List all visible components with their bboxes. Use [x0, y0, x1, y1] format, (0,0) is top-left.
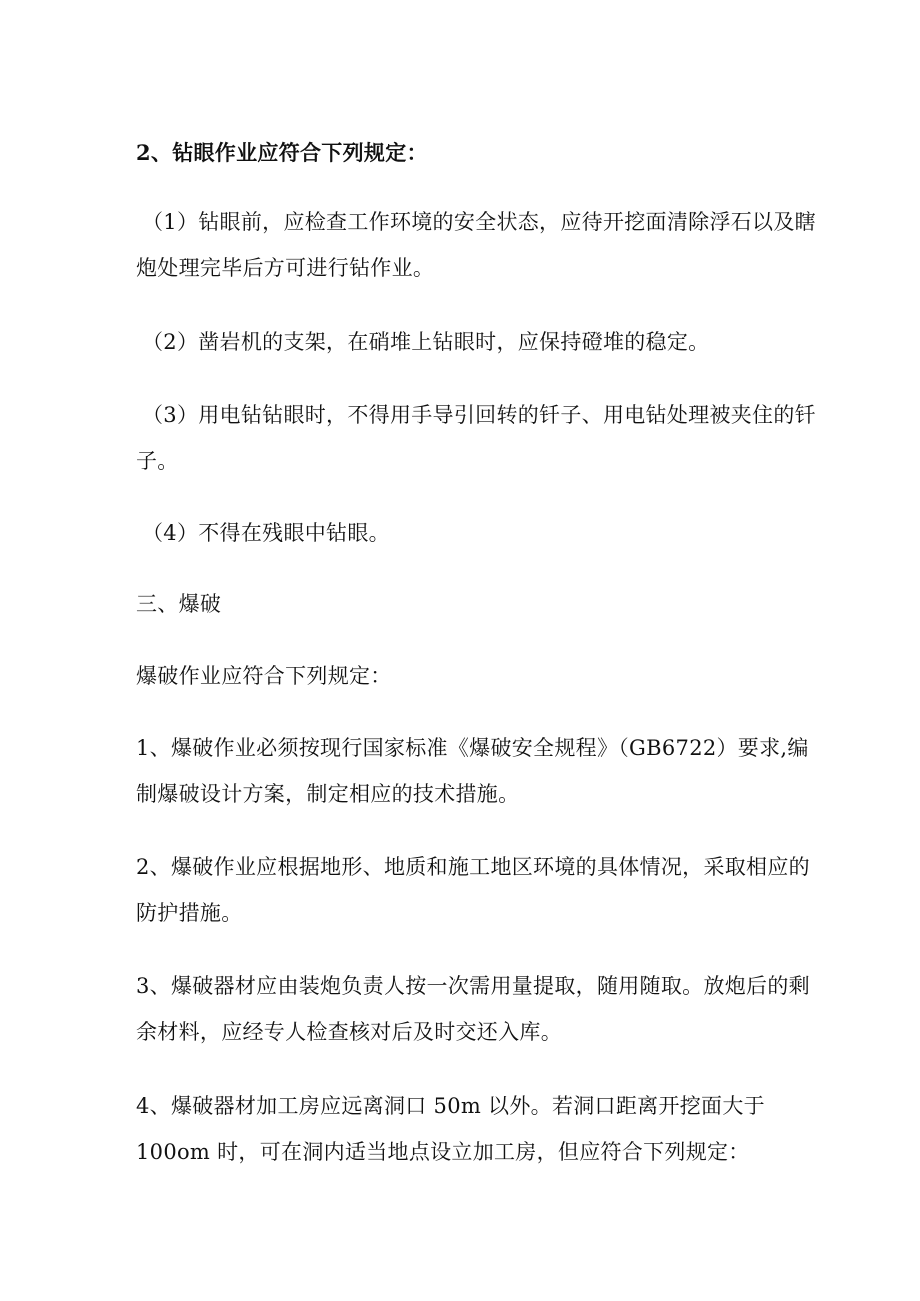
- paragraph-drilling-rule-2: [142, 319, 709, 365]
- text-line: 炮处理完毕后方可进行钻作业。: [136, 256, 435, 280]
- section-heading-blasting: [136, 581, 221, 627]
- paragraph-blasting-intro: [136, 653, 392, 699]
- text-line: 2、爆破作业应根据地形、地质和施工地区环境的具体情况，采取相应的: [136, 855, 810, 879]
- paragraph-drilling-rule-3: [136, 392, 816, 484]
- text-line: 爆破作业应符合下列规定：: [136, 664, 392, 688]
- paragraph-blasting-rule-1: [136, 725, 809, 817]
- text-line: 2、钻眼作业应符合下列规定：: [136, 140, 428, 165]
- paragraph-blasting-rule-4: [136, 1083, 765, 1175]
- text-line: 1、爆破作业必须按现行国家标准《爆破安全规程》（GB6722）要求,编: [136, 736, 809, 760]
- text-line: 4、爆破器材加工房应远离洞口 50m 以外。若洞口距离开挖面大于: [136, 1094, 765, 1118]
- paragraph-blasting-rule-3: [136, 963, 810, 1055]
- paragraph-drilling-rule-1: [136, 199, 816, 291]
- text-line: 子。: [136, 449, 179, 473]
- paragraph-drilling-rules-heading: [136, 130, 428, 176]
- paragraph-blasting-rule-2: [136, 844, 810, 936]
- text-line: 余材料，应经专人检查核对后及时交还入库。: [136, 1020, 562, 1044]
- text-line: （3）用电钻钻眼时，不得用手导引回转的钎子、用电钻处理被夹住的钎: [142, 403, 816, 427]
- text-line: （2）凿岩机的支架，在硝堆上钻眼时，应保持磴堆的稳定。: [142, 330, 710, 354]
- text-line: （4）不得在残眼中钻眼。: [142, 521, 390, 545]
- text-line: 三、爆破: [136, 592, 222, 616]
- text-line: （1）钻眼前，应检查工作环境的安全状态，应待开挖面清除浮石以及瞎: [142, 210, 816, 234]
- text-line: 100om 时，可在洞内适当地点设立加工房，但应符合下列规定：: [136, 1140, 750, 1164]
- text-line: 制爆破设计方案，制定相应的技术措施。: [136, 782, 520, 806]
- text-line: 防护措施。: [136, 901, 243, 925]
- text-line: 3、爆破器材应由装炮负责人按一次需用量提取，随用随取。放炮后的剩: [136, 974, 810, 998]
- paragraph-drilling-rule-4: [142, 510, 390, 556]
